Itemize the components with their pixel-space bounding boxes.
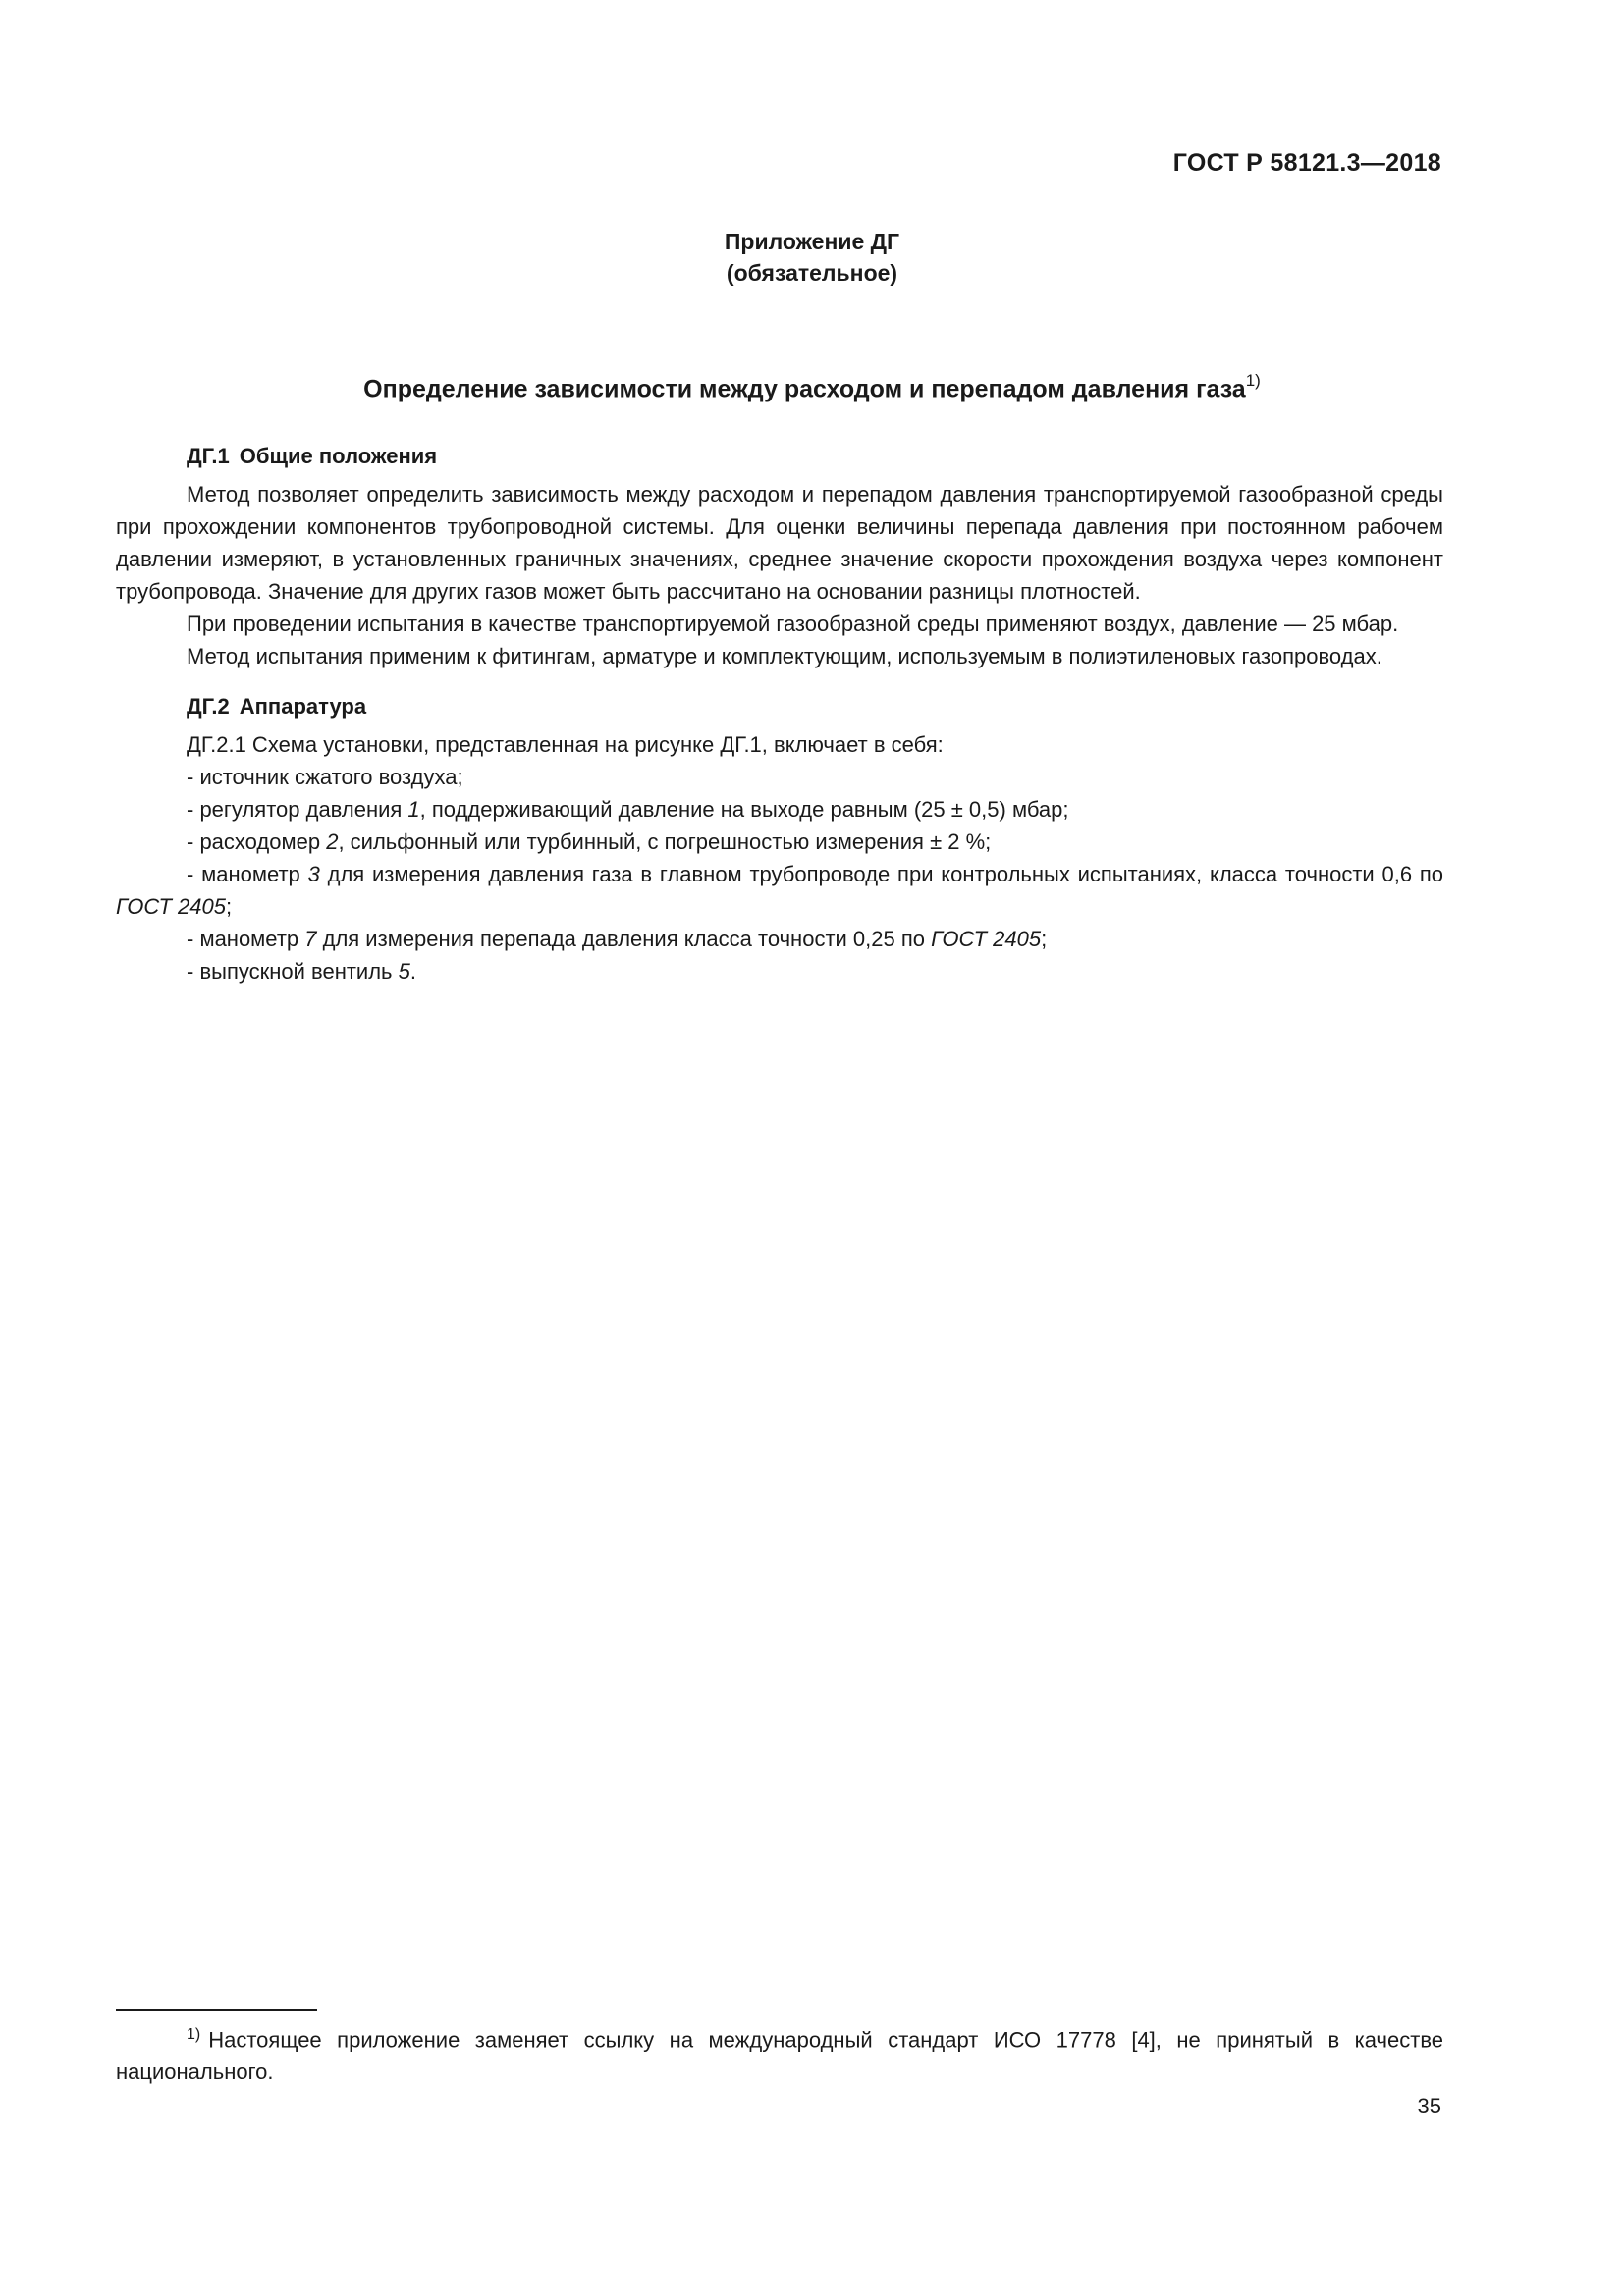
paragraph-1: Метод позволяет определить зависимость между расходом и перепадом давления транспортируемой газообразной среды при прохождении компонентов трубопроводной системы. Для оценки величины перепада давления при постоянном рабочем давлении измеряют, в установленных граничных значениях, среднее значение скорости прохождения воздуха через компонент трубопровода. Значение для других газов может быть рассчитано на основании разницы плотностей. [116, 482, 1443, 604]
paragraph-2: При проведении испытания в качестве транспортируемой газообразной среды применяют воздух, давление — 25 мбар. [187, 612, 1399, 636]
list-item: - источник сжатого воздуха; [187, 765, 463, 789]
footnote [116, 2018, 1443, 2088]
annex-title-footnote-mark: 1) [1245, 371, 1261, 390]
list-item-text: - манометр [187, 862, 308, 886]
list-item-text: - манометр [187, 927, 305, 951]
list-item [116, 826, 1443, 858]
standard-ref: ГОСТ 2405 [116, 894, 226, 919]
annex-title-text: Определение зависимости между расходом и перепадом давления газа [363, 375, 1246, 403]
annex-status: (обязательное) [726, 260, 898, 286]
list-item-text: . [409, 959, 416, 984]
standard-ref: ГОСТ 2405 [931, 927, 1042, 951]
document-body [116, 440, 1443, 988]
list-item [116, 858, 1443, 923]
list-item-text: для измерения перепада давления класса точности 0,25 по [316, 927, 932, 951]
list-item-text: для измерения давления газа в главном трубопроводе при контрольных испытаниях, класса точности 0,6 по [319, 862, 1443, 886]
page-number: 35 [1417, 2094, 1441, 2118]
section-title: Аппаратура [239, 694, 367, 719]
list-item-text: , поддерживающий давление на выходе равным (25 ± 0,5) мбар; [419, 797, 1069, 822]
list-item-text: - регулятор давления [187, 797, 408, 822]
list-item [116, 923, 1443, 955]
footnote-text: Настоящее приложение заменяет ссылку на международный стандарт ИСО 17778 [4], не принятый в качестве национального. [116, 2027, 1443, 2085]
footnote-divider [116, 2009, 317, 2011]
list-item [116, 955, 1443, 988]
annex-label: Приложение ДГ [724, 229, 900, 254]
annex-label-block [0, 226, 1624, 289]
component-ref: 1 [407, 797, 420, 822]
annex-title [0, 373, 1624, 403]
section-gap [116, 672, 1443, 690]
component-ref: 5 [398, 959, 410, 984]
list-item-text: - расходомер [187, 829, 327, 854]
section-heading-2 [116, 690, 1443, 722]
list-item-text: ; [1041, 927, 1048, 951]
component-ref: 3 [307, 862, 320, 886]
clause-intro: ДГ.2.1 Схема установки, представленная на рисунке ДГ.1, включает в себя: [187, 732, 944, 757]
document-id-header: ГОСТ Р 58121.3—2018 [1172, 149, 1441, 177]
section-title: Общие положения [239, 444, 438, 468]
list-item-text: - выпускной вентиль [187, 959, 399, 984]
component-ref: 2 [326, 829, 339, 854]
section-number: ДГ.2 [187, 694, 230, 719]
list-item [116, 793, 1443, 826]
footnote-mark: 1) [187, 2026, 201, 2043]
list-item-text: ; [226, 894, 233, 919]
component-ref: 7 [304, 927, 317, 951]
section-heading-1 [116, 440, 1443, 472]
paragraph-3: Метод испытания применим к фитингам, арматуре и комплектующим, используемым в полиэтиленовых газопроводах. [187, 644, 1382, 668]
list-item-text: , сильфонный или турбинный, с погрешностью измерения ± 2 %; [338, 829, 992, 854]
section-number: ДГ.1 [187, 444, 230, 468]
